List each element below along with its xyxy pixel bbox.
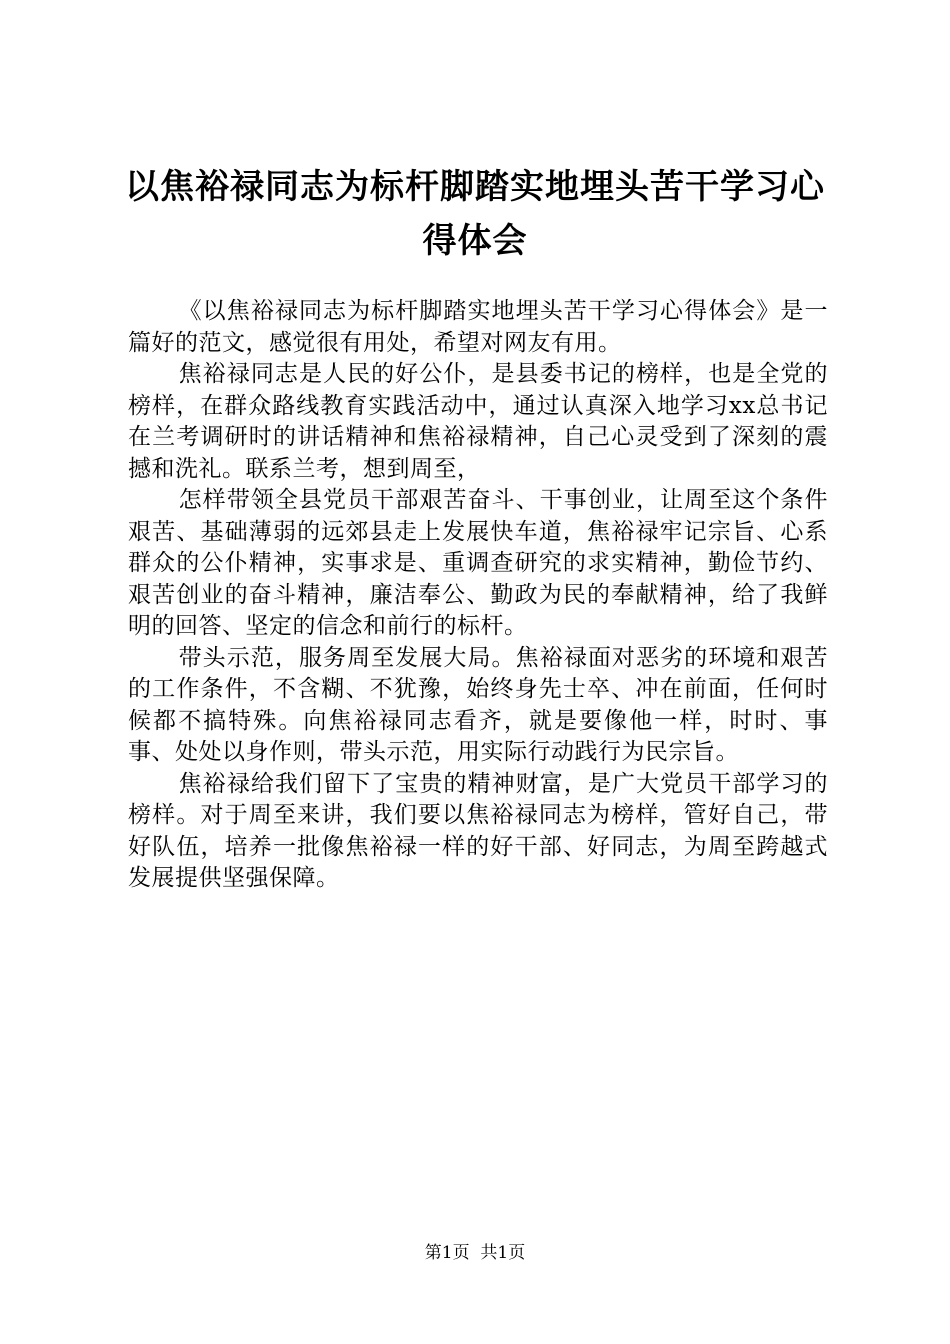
footer-spacer — [470, 1243, 481, 1263]
paragraph-5: 焦裕禄给我们留下了宝贵的精神财富，是广大党员干部学习的榜样。对于周至来讲，我们要以焦裕禄同志为榜样，管好自己，带好队伍，培养一批像焦裕禄一样的好干部、好同志，为周至跨越式发展提供坚强保障。 — [128, 770, 828, 891]
page-total: 共1页 — [480, 1243, 526, 1263]
page-number: 第1页 — [424, 1243, 470, 1263]
paragraph-4: 带头示范，服务周至发展大局。焦裕禄面对恶劣的环境和艰苦的工作条件，不含糊、不犹豫，始终身先士卒、冲在前面，任何时候都不搞特殊。向焦裕禄同志看齐，就是要像他一样，时时、事事、处处以身作则，带头示范，用实际行动践行为民宗旨。 — [128, 644, 828, 765]
document-body — [128, 296, 828, 895]
paragraph-3: 怎样带领全县党员干部艰苦奋斗、干事创业，让周至这个条件艰苦、基础薄弱的远郊县走上发展快车道，焦裕禄牢记宗旨、心系群众的公仆精神，实事求是、重调查研究的求实精神，勤俭节约、艰苦创业的奋斗精神，廉洁奉公、勤政为民的奉献精神，给了我鲜明的回答、坚定的信念和前行的标杆。 — [128, 487, 828, 639]
paragraph-intro: 《以焦裕禄同志为标杆脚踏实地埋头苦干学习心得体会》是一篇好的范文，感觉很有用处，希望对网友有用。 — [128, 298, 828, 356]
paragraph-2: 焦裕禄同志是人民的好公仆，是县委书记的榜样，也是全党的榜样，在群众路线教育实践活动中，通过认真深入地学习xx总书记在兰考调研时的讲话精神和焦裕禄精神，自己心灵受到了深刻的震撼和洗礼。联系兰考，想到周至， — [128, 361, 828, 482]
page-footer — [0, 1242, 950, 1264]
document-title: 以焦裕禄同志为标杆脚踏实地埋头苦干学习心得体会 — [125, 167, 825, 261]
